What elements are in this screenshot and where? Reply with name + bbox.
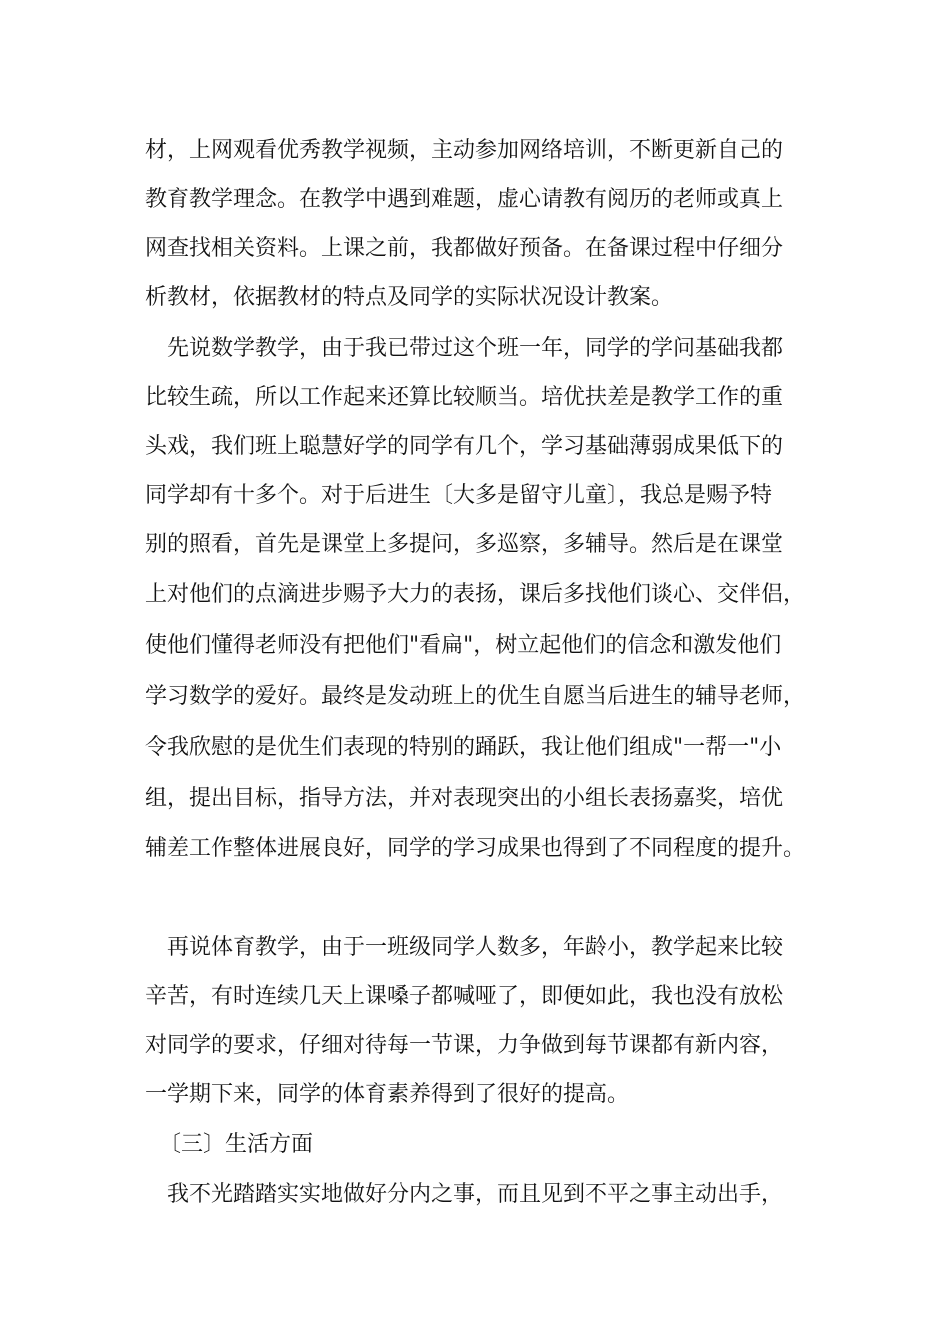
paragraph-2-line-10: 组，提出目标，指导方法，并对表现突出的小组长表扬嘉奖，培优	[145, 786, 784, 811]
paragraph-2-line-5: 别的照看，首先是课堂上多提问，多巡察，多辅导。然后是在课堂	[145, 532, 784, 557]
paragraph-2-line-3: 头戏，我们班上聪慧好学的同学有几个，学习基础薄弱成果低下的	[145, 434, 784, 459]
paragraph-3-line-2: 辛苦，有时连续几天上课嗓子都喊哑了，即便如此，我也没有放松	[145, 984, 784, 1009]
paragraph-2-line-6: 上对他们的点滴进步赐予大力的表扬，课后多找他们谈心、交伴侣，	[145, 582, 806, 607]
paragraph-2-line-9: 令我欣慰的是优生们表现的特别的踊跃，我让他们组成"一帮一"小	[145, 735, 782, 760]
paragraph-2-line-7: 使他们懂得老师没有把他们"看扁"，树立起他们的信念和激发他们	[145, 633, 782, 658]
paragraph-2-line-2: 比较生疏，所以工作起来还算比较顺当。培优扶差是教学工作的重	[145, 385, 784, 410]
paragraph-4-line-1: 我不光踏踏实实地做好分内之事，而且见到不平之事主动出手，	[167, 1182, 784, 1207]
paragraph-1-line-3: 网查找相关资料。上课之前，我都做好预备。在备课过程中仔细分	[145, 236, 784, 261]
paragraph-1-line-1: 材，上网观看优秀教学视频，主动参加网络培训，不断更新自己的	[145, 138, 784, 163]
paragraph-1-line-2: 教育教学理念。在教学中遇到难题，虚心请教有阅历的老师或真上	[145, 187, 784, 212]
paragraph-3-line-4: 一学期下来，同学的体育素养得到了很好的提高。	[145, 1082, 630, 1107]
paragraph-3-line-1: 再说体育教学，由于一班级同学人数多，年龄小，教学起来比较	[167, 935, 784, 960]
paragraph-2-line-1: 先说数学教学，由于我已带过这个班一年，同学的学问基础我都	[167, 336, 784, 361]
paragraph-2-line-4: 同学却有十多个。对于后进生〔大多是留守儿童〕，我总是赐予特	[145, 483, 773, 508]
paragraph-1-line-4: 析教材，依据教材的特点及同学的实际状况设计教案。	[145, 285, 674, 310]
paragraph-3-line-3: 对同学的要求，仔细对待每一节课，力争做到每节课都有新内容，	[145, 1033, 784, 1058]
paragraph-2-line-11: 辅差工作整体进展良好，同学的学习成果也得到了不同程度的提升。	[145, 836, 806, 861]
paragraph-2-line-8: 学习数学的爱好。最终是发动班上的优生自愿当后进生的辅导老师，	[145, 684, 806, 709]
section-heading: 〔三〕生活方面	[159, 1132, 314, 1157]
